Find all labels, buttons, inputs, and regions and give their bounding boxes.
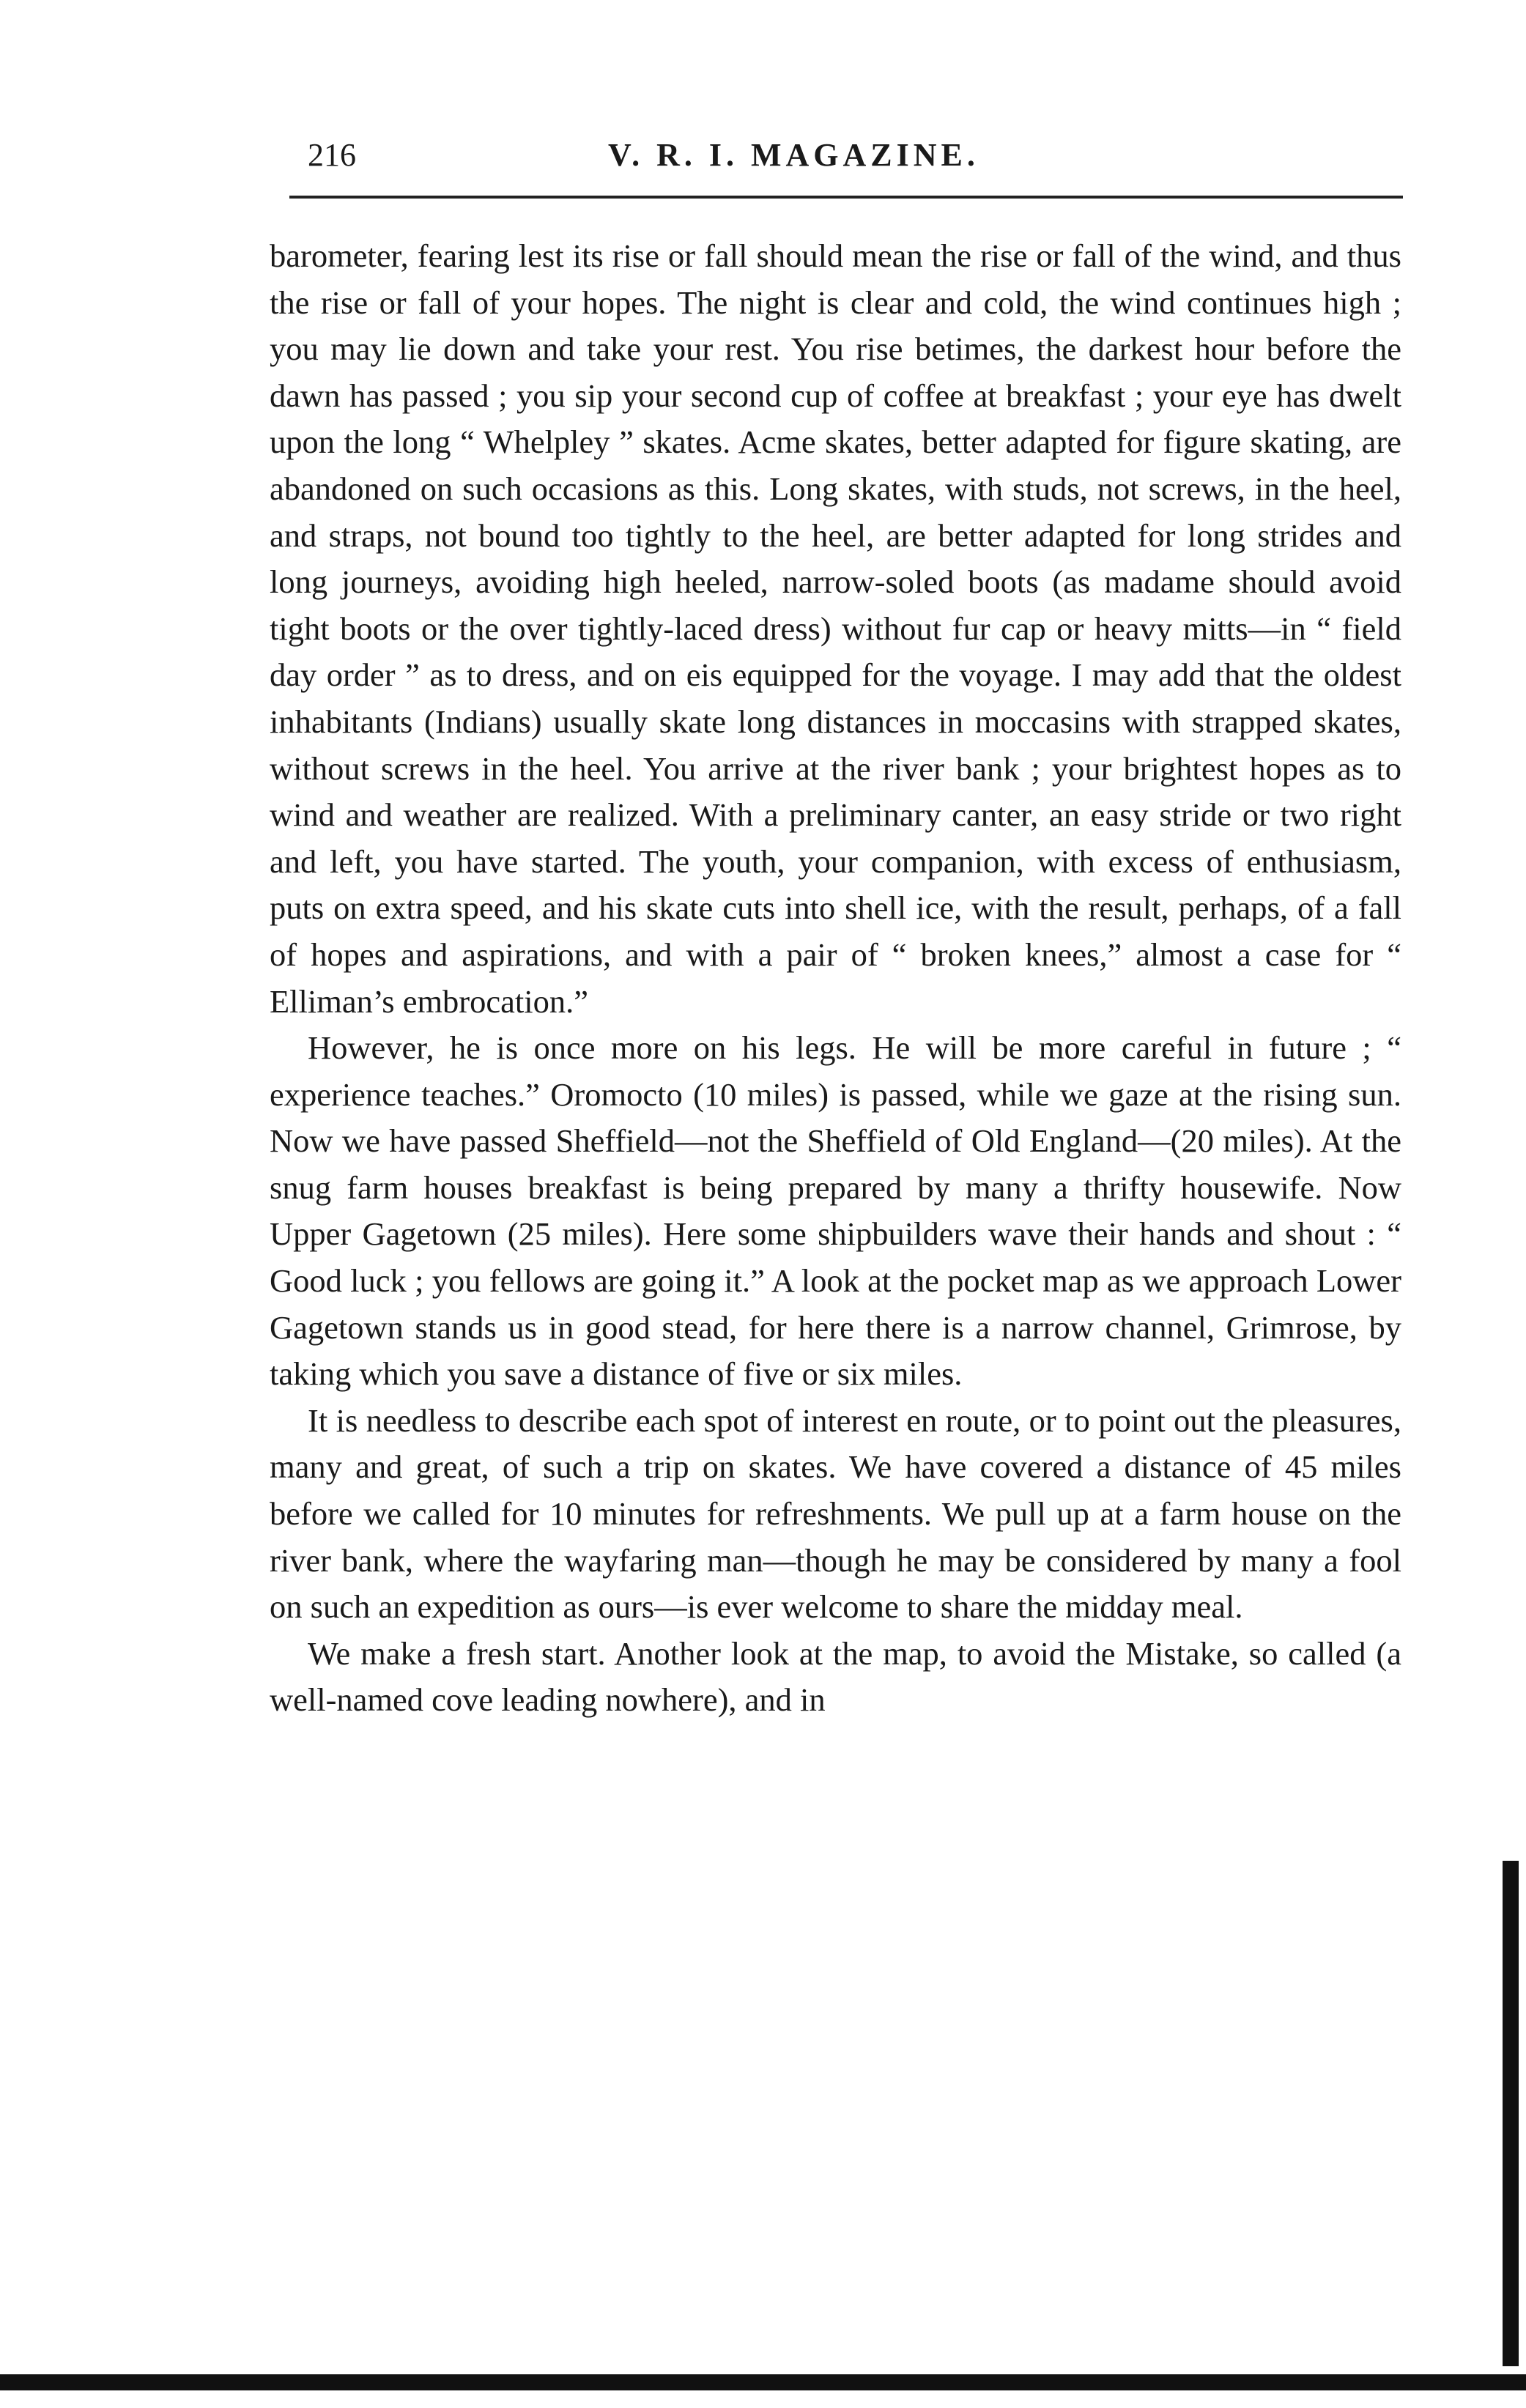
paragraph: It is needless to describe each spot of interest en route, or to point out the pleasures, many and great, of such a trip on skates. We have covered a distance of 45 miles before we called for 10 minutes for refreshments. We pull up at a farm house on the river bank, where the wayfaring man—though he may be considered by many a fool on such an expedition as ours—is ever welcome to share the midday meal. xyxy=(270,1401,1401,1626)
page-number: 216 xyxy=(308,137,356,173)
header-rule xyxy=(289,196,1403,199)
paragraph: However, he is once more on his legs. He will be more careful in future ; “ experience teaches.” Oromocto (10 miles) is passed, while we gaze at the rising sun. Now we have passed Sheffield—not the Sheffield of Old England—(20 miles). At the snug farm houses breakfast is being prepared by many a thrifty housewife. Now Upper Gagetown (25 miles). Here some shipbuilders wave their hands and shout : “ Good luck ; you fellows are going it.” A look at the pocket map as we approach Lower Gagetown stands us in good stead, for here there is a narrow channel, Grimrose, by taking which you save a distance of five or six miles. xyxy=(270,1029,1401,1393)
scan-edge-bottom xyxy=(0,2374,1526,2390)
paragraph-continued: barometer, fearing lest its rise or fall should mean the rise or fall of the wind, and thus the rise or fall of your hopes. The night is clear and cold, the wind continues high ; you may lie down and take your rest. You rise betimes, the darkest hour before the dawn has passed ; you sip your second cup of coffee at breakfast ; your eye has dwelt upon the long “ Whelpley ” skates. Acme skates, better adapted for figure skating, are abandoned on such occasions as this. Long skates, with studs, not screws, in the heel, and straps, not bound too tightly to the heel, are better adapted for long strides and long journeys, avoiding high heeled, narrow-soled boots (as madame should avoid tight boots or the over tightly-laced dress) without fur cap or heavy mitts—in “ field day order ” as to dress, and on eis equipped for the voyage. I may add that the oldest inhabitants (Indians) usually skate long distances in moccasins with strapped skates, without screws in the heel. You arrive at the river bank ; your brightest hopes as to wind and weather are realized. With a preliminary canter, an easy stride or two right and left, you have started. The youth, your companion, with excess of enthusiasm, puts on extra speed, and his skate cuts into shell ice, with the result, perhaps, of a fall of hopes and aspirations, and with a pair of “ broken knees,” almost a case for “ Elliman’s embrocation.” xyxy=(270,237,1401,1020)
running-head xyxy=(308,136,1407,188)
paragraph: We make a fresh start. Another look at the map, to avoid the Mistake, so called (a well-named cove leading nowhere), and in xyxy=(270,1634,1401,1719)
magazine-title: V. R. I. MAGAZINE. xyxy=(608,137,979,173)
scan-edge-right xyxy=(1503,1861,1519,2366)
body-text xyxy=(270,233,1401,1724)
